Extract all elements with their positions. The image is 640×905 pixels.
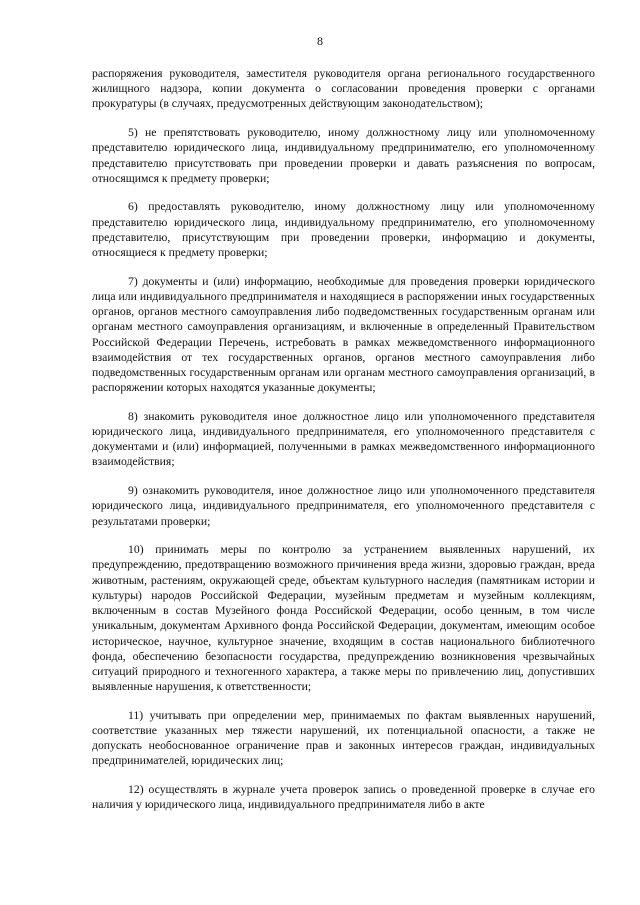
paragraph-continuation: распоряжения руководителя, заместителя руководителя органа регионального государственного жилищного надзора, копии документа о согласовании проведения проверки с органами прокуратуры (в случаях, предусмотренных действующим законодательством); — [92, 67, 595, 111]
paragraph-item-5: 5) не препятствовать руководителю, иному должностному лицу или уполномоченному представителю юридического лица, индивидуальному предпринимателю, его уполномоченному представителю присутствовать при проведении проверки и давать разъяснения по вопросам, относящимся к предмету проверки; — [92, 126, 595, 185]
paragraph-item-11: 11) учитывать при определении мер, принимаемых по фактам выявленных нарушений, соответствие указанных мер тяжести нарушений, их потенциальной опасности, а также не допускать необоснованное ограничение прав и законных интересов граждан, индивидуальных предпринимателей, юридических лиц; — [92, 708, 595, 768]
paragraph-item-12: 12) осуществлять в журнале учета проверок запись о проведенной проверке в случае его наличия у юридического лица, индивидуального предпринимателя либо в акте — [92, 783, 595, 812]
paragraph-item-10: 10) принимать меры по контролю за устранением выявленных нарушений, их предупреждению, предотвращению возможного причинения вреда жизни, здоровью граждан, вреда животным, растениям, окружающей среде, объектам культурного наследия (памятникам истории и культуры) народов Российской Федерации, музейным предметам и музейным коллекциям, включенным в состав Музейного фонда Российской Федерации, особо ценным, в том числе уникальным, документам Архивного фонда Российской Федерации, документам, имеющим особое историческое, научное, культурное значение, входящим в состав национального библиотечного фонда, обеспечению безопасности государства, предупреждению возникновения чрезвычайных ситуаций природного и техногенного характера, а также меры по привлечению лиц, допустивших выявленные нарушения, к ответственности; — [92, 543, 595, 694]
page-number: 8 — [317, 34, 323, 48]
document-body — [92, 66, 595, 826]
paragraph-item-6: 6) предоставлять руководителю, иному должностному лицу или уполномоченному представителю юридического лица, индивидуальному предпринимателю, его уполномоченному представителю, присутствующим при проведении проверки, информацию и документы, относящиеся к предмету проверки; — [92, 200, 595, 260]
paragraph-item-7: 7) документы и (или) информацию, необходимые для проведения проверки юридического лица или индивидуального предпринимателя и находящиеся в распоряжении иных государственных органов, органов местного самоуправления либо подведомственных государственным органам или органам местного самоуправления организациям, и включенные в определенный Правительством Российской Федерации Перечень, истребовать в рамках межведомственного информационного взаимодействия от тех государственных органов, органов местного самоуправления либо подведомственных государственным органам или органам местного самоуправления организаций, в распоряжении которых находятся указанные документы; — [92, 274, 595, 395]
paragraph-item-9: 9) ознакомить руководителя, иное должностное лицо или уполномоченного представителя юридического лица, индивидуального предпринимателя, его уполномоченного представителя с результатами проверки; — [92, 484, 595, 528]
paragraph-item-8: 8) знакомить руководителя иное должностное лицо или уполномоченного представителя юридического лица, индивидуального предпринимателя, его уполномоченного представителя с документами и (или) информацией, полученными в рамках межведомственного информационного взаимодействия; — [92, 409, 595, 469]
